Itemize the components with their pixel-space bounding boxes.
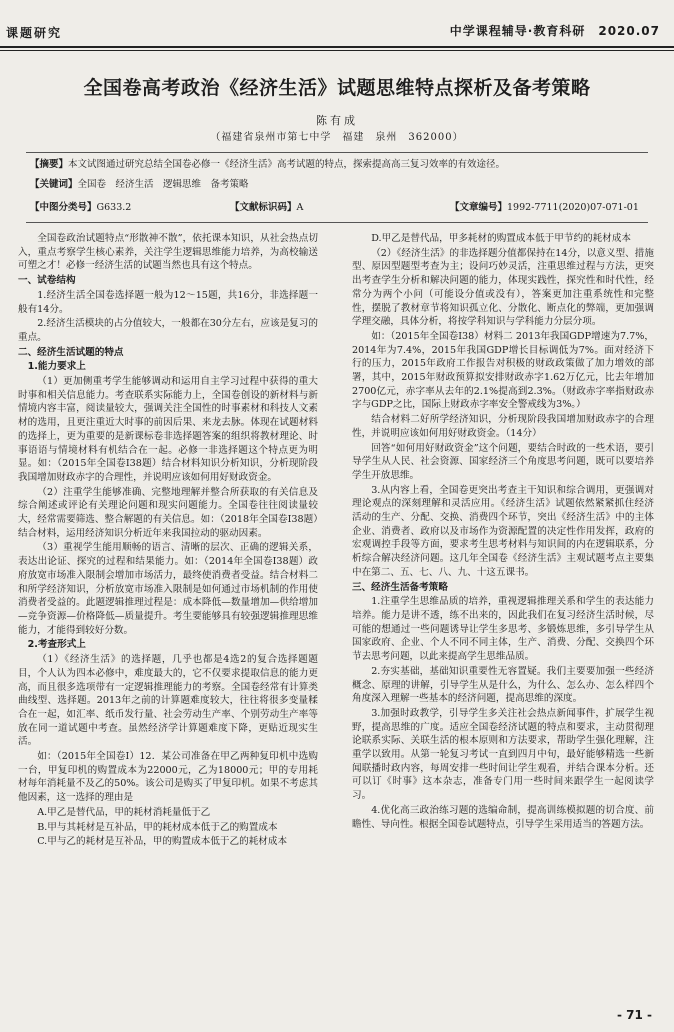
left-col-paragraph: （1）《经济生活》的选择题，几乎也都是4选2的复合选择题题目，个人认为四本必修中，难度最大的，它不仅要求提取信息的能力更高，而且很多选项带有一定逻辑推理能力的考察。全国卷经常有计算类曲线型、选择题。2013年之前的计算题难度较大，往往将很多变量糅合在一起，如汇率、纸币发行量、社会劳动生产率、个别劳动生产率等放在同一道试题中考查。虽然经济学计算题难度下降，更贴近现实生活。 [18, 654, 318, 748]
article-no-label: 【文章编号】 [450, 202, 508, 213]
keywords-label: 【关键词】 [30, 179, 78, 190]
article-author: 陈有成 [316, 114, 358, 127]
right-col-paragraph: （2）《经济生活》的非选择题分值都保持在14分，以意义型、措施型、原因型题型考查为主；设问巧妙灵活，注重思维过程与方法，更突出考查学生分析和解决问题的能力，体现实践性，探究性和时代性，经常分为两个小问（可能设分值或没有），答案更加注重系统性和完整性，摆脱了教材章节将知识孤立化、分散化、断点化的弊端，更加强调学理交融，具体分析，将按学科知识与学科能力分层分项。 [352, 247, 654, 328]
header-rule [0, 46, 674, 48]
left-col-heading: 二、经济生活试题的特点 [18, 346, 124, 358]
header-rule-thin [0, 50, 674, 51]
right-col-paragraph: D.甲乙是替代品，甲多耗材的购置成本低于甲节约的耗材成本 [371, 233, 632, 244]
left-col-paragraph: （1）更加侧重考学生能够调动和运用自主学习过程中获得的重大时事和相关信息能力。考查联系实际能力上，全国卷创设的新材料与新情境内容丰富，阅读量较大，强调关注全国性的时事素材和科技人文素材的选用，且更注重近大时事的前因后果、来龙去脉。体现在试题材料的选择上，更为重要的是新课标卷非选择题答案的组织将教材理论、时事语语与情境材料有机结合在一起。必修一非选择题这个特点更为明显。如：（2015年全国卷I38题）结合材料知识分析知识，分析现阶段我国增加财政赤字的合理性，并说明应该如何用好财政资金。 [18, 376, 318, 483]
right-col-paragraph: 如：（2015年全国卷I38）材料二 2013年我国GDP增速为7.7%，2014年为7.4%，2015年我国GDP增长目标调低为7%。面对经济下行的压力，2015年政府工作报告对积极的财政政策做了加力增效的部署，其中，2015年财政预算拟安排财政赤字1.62万亿元，比去年增加2700亿元，赤字率从去年的2.1%提高到2.3%。（财政赤字率指财政赤字与GDP之比，国际上财政赤字率安全警戒线为3%。） [352, 330, 654, 411]
meta-bottom-rule [26, 222, 648, 223]
right-col-paragraph: 3.加强时政教学，引导学生多关注社会热点新闻事件，扩展学生视野，提高思维的广度。适应全国卷经济试题的特点和要求，主动贯彻理论联系实际、关联生活的根本原则和方法要求，帮助学生强化理解，注重学以致用。从第一轮复习考试一直到四月中旬，最好能够精选一些新闻联播时政内容，每周安排一些时间让学生观看，并结合课本分析。还可以订《时事》这本杂志，准备专门用一些时间来跟学生一起阅读学习。 [352, 707, 654, 802]
right-column [352, 232, 654, 832]
right-col-paragraph: 2.夯实基础，基础知识重要性无容置疑。我们主要要加强一些经济概念、原理的讲解，引导学生从是什么，为什么、怎么办、怎么样四个角度深入理解一些基本的经济问题，提高思维的深度。 [352, 665, 654, 705]
abstract-label: 【摘要】 [30, 159, 69, 170]
article-title: 全国卷高考政治《经济生活》试题思维特点探析及备考策略 [83, 77, 591, 99]
abstract-text: 本文试图通过研究总结全国卷必修一《经济生活》高考试题的特点，探索提高高三复习效率的有效途径。 [68, 159, 506, 170]
left-col-paragraph: C.甲与乙的耗材是互补品，甲的购置成本低于乙的耗材成本 [37, 836, 288, 848]
left-col-paragraph: 1.经济生活全国卷选择题一般为12～15题，共16分，非选择题一般有14分。 [18, 289, 318, 315]
clc-value: G633.2 [96, 202, 132, 213]
left-col-paragraph: A.甲乙是替代品，甲的耗材消耗量低于乙 [37, 806, 211, 818]
doc-code-value: A [296, 202, 304, 213]
left-col-heading: 1.能力要求上 [27, 361, 86, 373]
abstract [30, 158, 650, 171]
right-col-heading: 三、经济生活备考策略 [352, 581, 448, 593]
left-col-paragraph: B.甲与其耗材是互补品，甲的耗材成本低于乙的购置成本 [37, 821, 278, 833]
right-col-paragraph: 1.注重学生思维品质的培养，重视逻辑推理关系和学生的表达能力培养。能力是讲不透，练不出来的，因此我们在复习经济生活时候，尽可能的想通过一些问题诱导让学生多思考、多锻炼思维，多引导学生从国家政府、企业、个人不同不同主体，生产、消费、分配、交换四个环节去思考问题，以此来提高学生思维品质。 [352, 596, 654, 663]
keywords [30, 178, 650, 191]
left-col-paragraph: （3）重视学生能用顺畅的语言、清晰的层次、正确的逻辑关系，表达出论证、探究的过程和结果能力。如：（2014年全国卷I38题）政府放宽市场准入限制会增加市场活力，最终使消费者受益。结合材料二和所学经济知识，分析放宽市场准入限制是如何通过市场机制的作用使消费者受益的。此题逻辑推理过程是：成本降低—数量增加—供给增加—竞争资源—价格降低—质量提升。考生要能够具有较强逻辑推理思维能力，才能得到较好分数。 [18, 542, 318, 636]
article-no-value: 1992-7711(2020)07-071-01 [507, 202, 639, 213]
author-affiliation: （福建省泉州市第七中学 福建 泉州 362000） [210, 132, 464, 143]
journal-name: 中学课程辅导·教育科研 2020.07 [449, 24, 660, 38]
left-col-paragraph: 全国卷政治试题特点“形散神不散”，依托课本知识，从社会热点切入，重点考察学生核心素养，关注学生逻辑思维能力培养，为高校输送可塑之才！必修一经济生活的试题当然也具有这个特点。 [18, 233, 318, 272]
meta-top-rule [26, 152, 648, 153]
left-col-heading: 2.考查形式上 [27, 639, 86, 651]
article-no [450, 199, 639, 213]
left-col-paragraph: 如：（2015年全国卷I）12．某公司准备在甲乙两种复印机中选购一台，甲复印机的购置成本为22000元，乙为18000元；甲的专用耗材每年消耗量不及乙的50%。该公司是购买了甲复印机。如果不考虑其他因素，这一选择的理由是 [18, 751, 318, 804]
right-col-paragraph: 结合材料二好所学经济知识，分析现阶段我国增加财政赤字的合理性，并说明应该如何用好财政资金。（14分） [352, 414, 654, 439]
right-col-paragraph: 回答“如何用好财政资金”这个问题，要结合时政的一些术语，要引导学生从人民、社会资源、国家经济三个角度思考问题，既可以要培养学生开放思维。 [352, 442, 654, 481]
doc-code-label: 【文献标识码】 [230, 202, 297, 213]
clc [30, 199, 131, 213]
page-number: - 71 - [616, 1008, 652, 1022]
right-col-paragraph: 3.从内容上看，全国卷更突出考查主干知识和综合调用，更强调对理论观点的深刻理解和灵活应用。《经济生活》试题依然紧紧抓住经济活动的生产、分配、交换、消费四个环节，突出《经济生活》中的主体企业、消费者、政府以及市场作为资源配置的决定性作用发挥，政府的宏观调控手段等方面，要求考生思考材料与知识间的内在逻辑联系，分析综合解决经济问题。这几年全国卷《经济生活》主观试题考点主要集中在第二、五、七、八、九、十这五课书。 [352, 484, 654, 578]
keywords-text: 全国卷 经济生活 逻辑思维 备考策略 [77, 179, 249, 190]
left-col-paragraph: 2.经济生活模块的占分值较大，一般都在30分左右，应该是复习的重点。 [18, 318, 318, 343]
left-col-heading: 一、试卷结构 [18, 275, 76, 287]
doc-code [230, 199, 303, 213]
clc-label: 【中图分类号】 [30, 202, 97, 213]
running-header [0, 0, 674, 44]
left-column [18, 232, 318, 850]
right-col-paragraph: 4.优化高三政治练习题的选编命制，提高训练模拟题的切合度、前瞻性、导向性。根据全国卷试题特点，引导学生采用适当的答题方法。 [352, 804, 654, 830]
section-label: 课题研究 [6, 26, 63, 40]
left-col-paragraph: （2）注重学生能够准确、完整地理解并整合所获取的有关信息及综合阐述或评论有关理论问题和现实问题能力。全国卷往往阅读量较大，经常需要筛选、整合解题的有关信息。如：（2018年全国卷I38题）结合材料，运用经济知识分析近年来我国拉动的驱动因素。 [18, 486, 318, 539]
